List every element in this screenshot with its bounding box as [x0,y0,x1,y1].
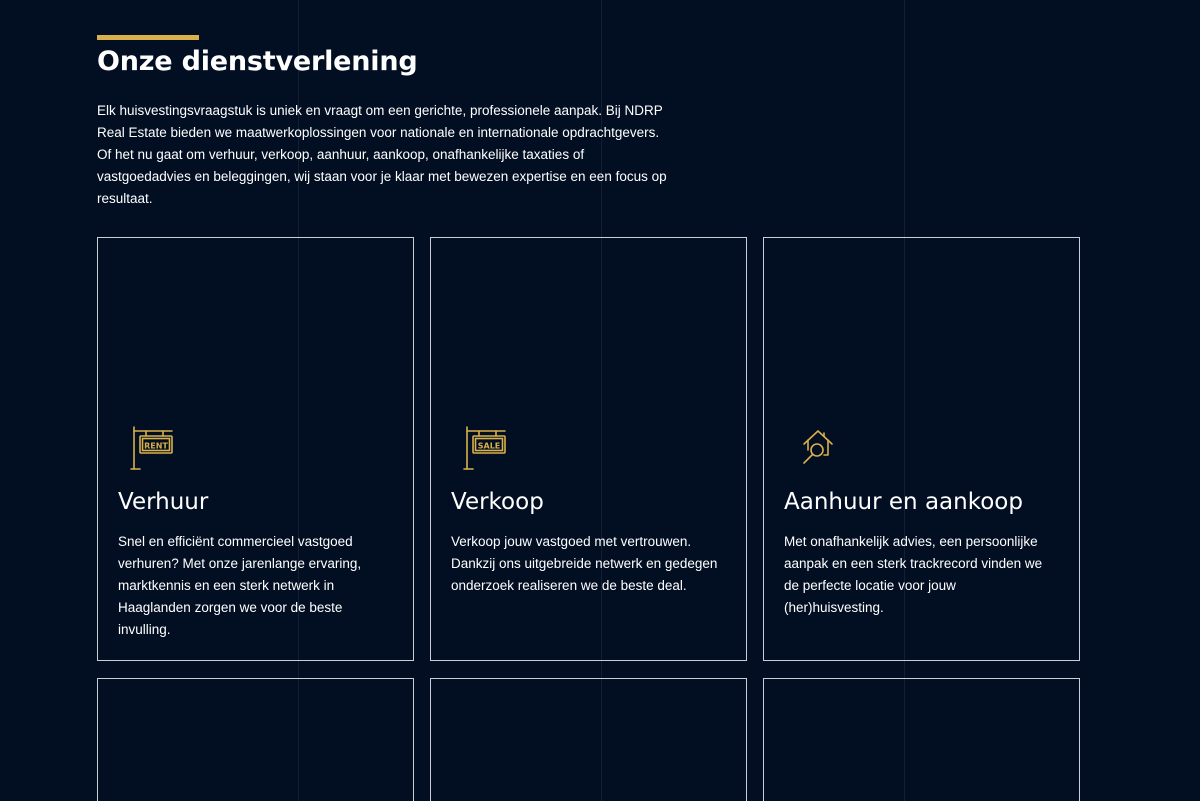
page-title: Onze dienstverlening [97,46,418,77]
service-card-row2-3[interactable] [763,678,1080,801]
svg-text:SALE: SALE [477,441,501,451]
card-text: Snel en efficiënt commercieel vastgoed verhuren? Met onze jarenlange ervaring, marktkennis en een sterk netwerk in Haaglanden zorgen we voor de beste invulling. [118,534,362,637]
card-title: Verhuur [118,489,209,515]
sale-sign-icon [463,425,509,471]
service-card-row2-1[interactable] [97,678,414,801]
title-accent-bar [97,35,199,40]
card-text: Met onafhankelijk advies, een persoonlijke aanpak en een sterk trackrecord vinden we de perfecte locatie voor jouw (her)huisvesting. [784,534,1043,615]
card-title: Verkoop [451,489,544,515]
service-card-verkoop[interactable] [430,237,747,661]
service-card-row2-2[interactable] [430,678,747,801]
service-card-verhuur[interactable] [97,237,414,661]
intro-text: Elk huisvestingsvraagstuk is uniek en vraagt om een gerichte, professionele aanpak. Bij NDRP Real Estate bieden we maatwerkoplossingen voor nationale en internationale opdrachtgevers. Of het nu gaat om verhuur, verkoop, aanhuur, aankoop, onafhankelijke taxaties of vastgoedadvies en beleggingen, wij staan voor je klaar met bewezen expertise en een focus op resultaat. [97,103,667,206]
svg-text:RENT: RENT [144,441,168,451]
house-search-icon [796,425,842,471]
rent-sign-icon [130,425,176,471]
card-text: Verkoop jouw vastgoed met vertrouwen. Dankzij ons uitgebreide netwerk en gedegen onderzoek realiseren we de beste deal. [451,534,718,593]
card-title: Aanhuur en aankoop [784,489,1023,515]
service-card-aanhuur-aankoop[interactable] [763,237,1080,661]
